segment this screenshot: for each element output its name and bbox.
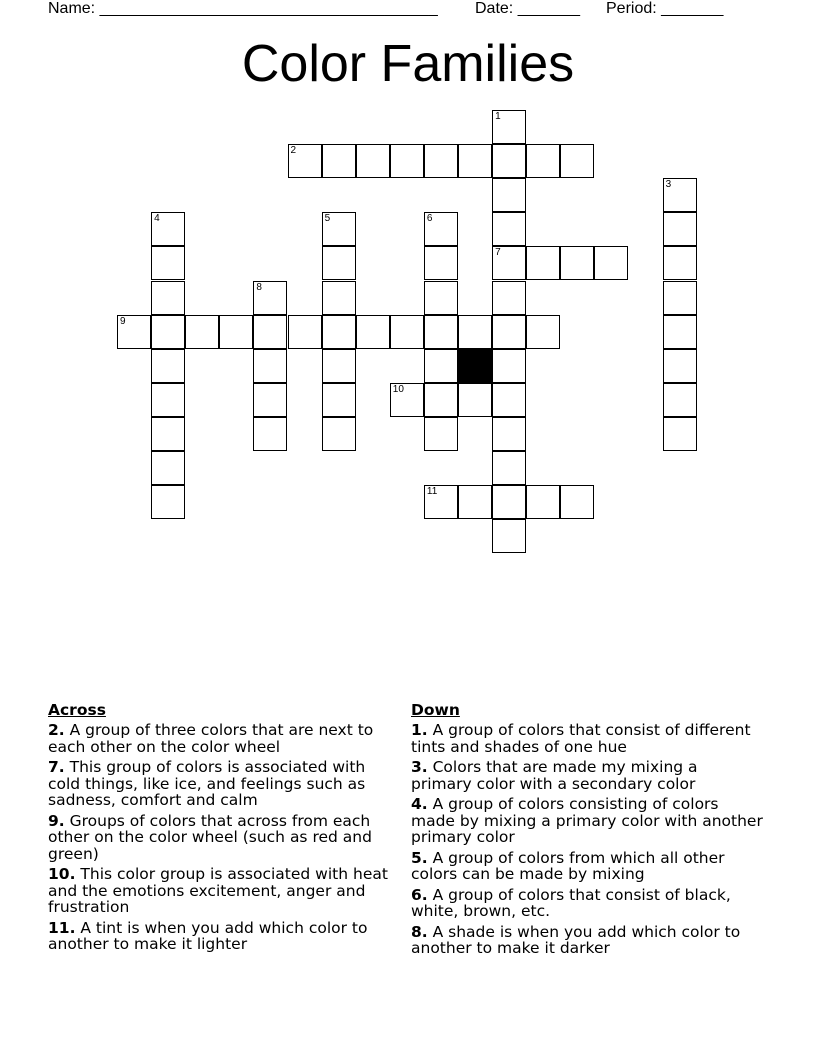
clue-number: 2. bbox=[48, 721, 65, 739]
cell-number: 11 bbox=[426, 486, 438, 498]
cell-number: 8 bbox=[256, 281, 262, 293]
clue-text: This color group is associated with heat and the emotions excitement, anger and frustration bbox=[48, 865, 388, 916]
crossword-cell[interactable] bbox=[253, 417, 287, 451]
crossword-cell[interactable] bbox=[424, 212, 458, 246]
crossword-cell[interactable] bbox=[151, 349, 185, 383]
crossword-cell[interactable] bbox=[526, 485, 560, 519]
crossword-cell[interactable] bbox=[492, 281, 526, 315]
clue-text: A group of colors from which all other colors can be made by mixing bbox=[411, 848, 725, 883]
clue-number: 1. bbox=[411, 721, 428, 739]
crossword-cell[interactable] bbox=[424, 144, 458, 178]
crossword-cell[interactable] bbox=[424, 417, 458, 451]
crossword-cell[interactable] bbox=[322, 246, 356, 280]
crossword-cell[interactable] bbox=[390, 144, 424, 178]
across-clue-11 bbox=[48, 920, 400, 953]
crossword-cell[interactable] bbox=[560, 144, 594, 178]
crossword-cell[interactable] bbox=[492, 246, 526, 280]
cell-number: 6 bbox=[426, 213, 433, 225]
black-square bbox=[458, 349, 492, 383]
down-clues bbox=[411, 701, 763, 961]
crossword-cell[interactable] bbox=[151, 485, 185, 519]
crossword-cell[interactable] bbox=[151, 281, 185, 315]
cell-number: 3 bbox=[665, 179, 672, 191]
clue-text: A group of colors that consist of black, white, brown, etc. bbox=[411, 885, 731, 920]
crossword-cell[interactable] bbox=[322, 417, 356, 451]
down-clue-3 bbox=[411, 759, 763, 792]
period-field[interactable]: Period: _______ bbox=[606, 0, 724, 17]
name-field[interactable]: Name: ______________________________________ bbox=[48, 0, 438, 17]
crossword-cell[interactable] bbox=[151, 417, 185, 451]
clue-number: 8. bbox=[411, 922, 428, 941]
crossword-cell[interactable] bbox=[663, 178, 697, 212]
crossword-cell[interactable] bbox=[492, 383, 526, 417]
crossword-cell[interactable] bbox=[322, 144, 356, 178]
crossword-cell[interactable] bbox=[492, 519, 526, 553]
cell-number: 2 bbox=[290, 145, 297, 157]
crossword-cell[interactable] bbox=[492, 417, 526, 451]
crossword-cell[interactable] bbox=[219, 315, 253, 349]
crossword-cell[interactable] bbox=[424, 281, 458, 315]
crossword-cell[interactable] bbox=[492, 485, 526, 519]
crossword-cell[interactable] bbox=[663, 246, 697, 280]
cell-number: 10 bbox=[392, 383, 404, 395]
cell-number: 5 bbox=[324, 213, 331, 225]
crossword-cell[interactable] bbox=[288, 315, 322, 349]
crossword-cell[interactable] bbox=[663, 349, 697, 383]
clue-text: Groups of colors that across from each other on the color wheel (such as red and green) bbox=[48, 811, 372, 863]
clue-number: 5. bbox=[411, 848, 428, 867]
crossword-cell[interactable] bbox=[424, 315, 458, 349]
clue-text: A group of colors that consist of different tints and shades of one hue bbox=[411, 721, 751, 756]
down-heading: Down bbox=[411, 701, 460, 719]
crossword-cell[interactable] bbox=[322, 315, 356, 349]
crossword-cell[interactable] bbox=[390, 383, 424, 417]
clue-number: 3. bbox=[411, 758, 428, 776]
crossword-cell[interactable] bbox=[663, 383, 697, 417]
crossword-cell[interactable] bbox=[424, 349, 458, 383]
crossword-cell[interactable] bbox=[492, 349, 526, 383]
crossword-cell[interactable] bbox=[492, 178, 526, 212]
clue-text: Colors that are made my mixing a primary color with a secondary color bbox=[411, 758, 698, 793]
crossword-cell[interactable] bbox=[492, 212, 526, 246]
crossword-cell[interactable] bbox=[253, 315, 287, 349]
crossword-cell[interactable] bbox=[492, 144, 526, 178]
clue-number: 7. bbox=[48, 758, 65, 776]
crossword-cell[interactable] bbox=[492, 315, 526, 349]
crossword-cell[interactable] bbox=[151, 383, 185, 417]
crossword-cell[interactable] bbox=[663, 315, 697, 349]
crossword-cell[interactable] bbox=[526, 315, 560, 349]
crossword-cell[interactable] bbox=[151, 451, 185, 485]
crossword-cell[interactable] bbox=[322, 212, 356, 246]
crossword-cell[interactable] bbox=[185, 315, 219, 349]
crossword-cell[interactable] bbox=[458, 144, 492, 178]
across-clue-2 bbox=[48, 722, 400, 755]
crossword-cell[interactable] bbox=[663, 417, 697, 451]
crossword-cell[interactable] bbox=[356, 315, 390, 349]
crossword-cell[interactable] bbox=[458, 383, 492, 417]
page-title: Color Families bbox=[241, 35, 575, 93]
across-clue-9 bbox=[48, 813, 400, 863]
crossword-cell[interactable] bbox=[458, 315, 492, 349]
crossword-cell[interactable] bbox=[151, 315, 185, 349]
clue-number: 9. bbox=[48, 811, 65, 830]
crossword-cell[interactable] bbox=[492, 110, 526, 144]
clue-number: 10. bbox=[48, 865, 76, 883]
crossword-cell[interactable] bbox=[526, 144, 560, 178]
crossword-cell[interactable] bbox=[151, 246, 185, 280]
cell-number: 1 bbox=[495, 111, 501, 122]
crossword-cell[interactable] bbox=[253, 281, 287, 315]
crossword-cell[interactable] bbox=[322, 281, 356, 315]
crossword-cell[interactable] bbox=[322, 349, 356, 383]
clue-text: A group of three colors that are next to each other on the color wheel bbox=[48, 721, 374, 756]
clue-text: A group of colors consisting of colors made by mixing a primary color with another primary color bbox=[411, 795, 763, 846]
down-clue-4 bbox=[411, 796, 763, 846]
clue-text: A shade is when you add which color to another to make it darker bbox=[411, 922, 741, 957]
crossword-cell[interactable] bbox=[458, 485, 492, 519]
crossword-cell[interactable] bbox=[663, 212, 697, 246]
clue-text: This group of colors is associated with cold things, like ice, and feelings such as sadness, comfort and calm bbox=[48, 758, 366, 809]
crossword-cell[interactable] bbox=[117, 315, 151, 349]
crossword-cell[interactable] bbox=[560, 485, 594, 519]
cell-number: 4 bbox=[154, 213, 160, 225]
crossword-cell[interactable] bbox=[594, 246, 628, 280]
crossword-cell[interactable] bbox=[492, 451, 526, 485]
crossword-cell[interactable] bbox=[390, 315, 424, 349]
across-clue-10 bbox=[48, 866, 400, 916]
clue-text: A tint is when you add which color to another to make it lighter bbox=[48, 918, 368, 953]
crossword-cell[interactable] bbox=[424, 246, 458, 280]
clue-number: 6. bbox=[411, 885, 428, 904]
down-clue-5 bbox=[411, 850, 763, 883]
date-field[interactable]: Date: _______ bbox=[475, 0, 580, 17]
across-clues bbox=[48, 701, 400, 957]
crossword-cell[interactable] bbox=[526, 246, 560, 280]
crossword-cell[interactable] bbox=[560, 246, 594, 280]
cell-number: 7 bbox=[495, 247, 501, 259]
crossword-cell[interactable] bbox=[322, 383, 356, 417]
crossword-cell[interactable] bbox=[424, 485, 458, 519]
down-clue-8 bbox=[411, 924, 763, 957]
across-heading: Across bbox=[48, 701, 106, 719]
crossword-cell[interactable] bbox=[288, 144, 322, 178]
crossword-cell[interactable] bbox=[356, 144, 390, 178]
clue-number: 11. bbox=[48, 918, 76, 937]
clue-number: 4. bbox=[411, 795, 428, 813]
crossword-cell[interactable] bbox=[151, 212, 185, 246]
cell-number: 9 bbox=[120, 315, 126, 327]
crossword-cell[interactable] bbox=[253, 349, 287, 383]
down-clue-6 bbox=[411, 887, 763, 920]
crossword-cell[interactable] bbox=[253, 383, 287, 417]
crossword-cell[interactable] bbox=[424, 383, 458, 417]
across-clue-7 bbox=[48, 759, 400, 809]
down-clue-1 bbox=[411, 722, 763, 755]
crossword-cell[interactable] bbox=[663, 281, 697, 315]
